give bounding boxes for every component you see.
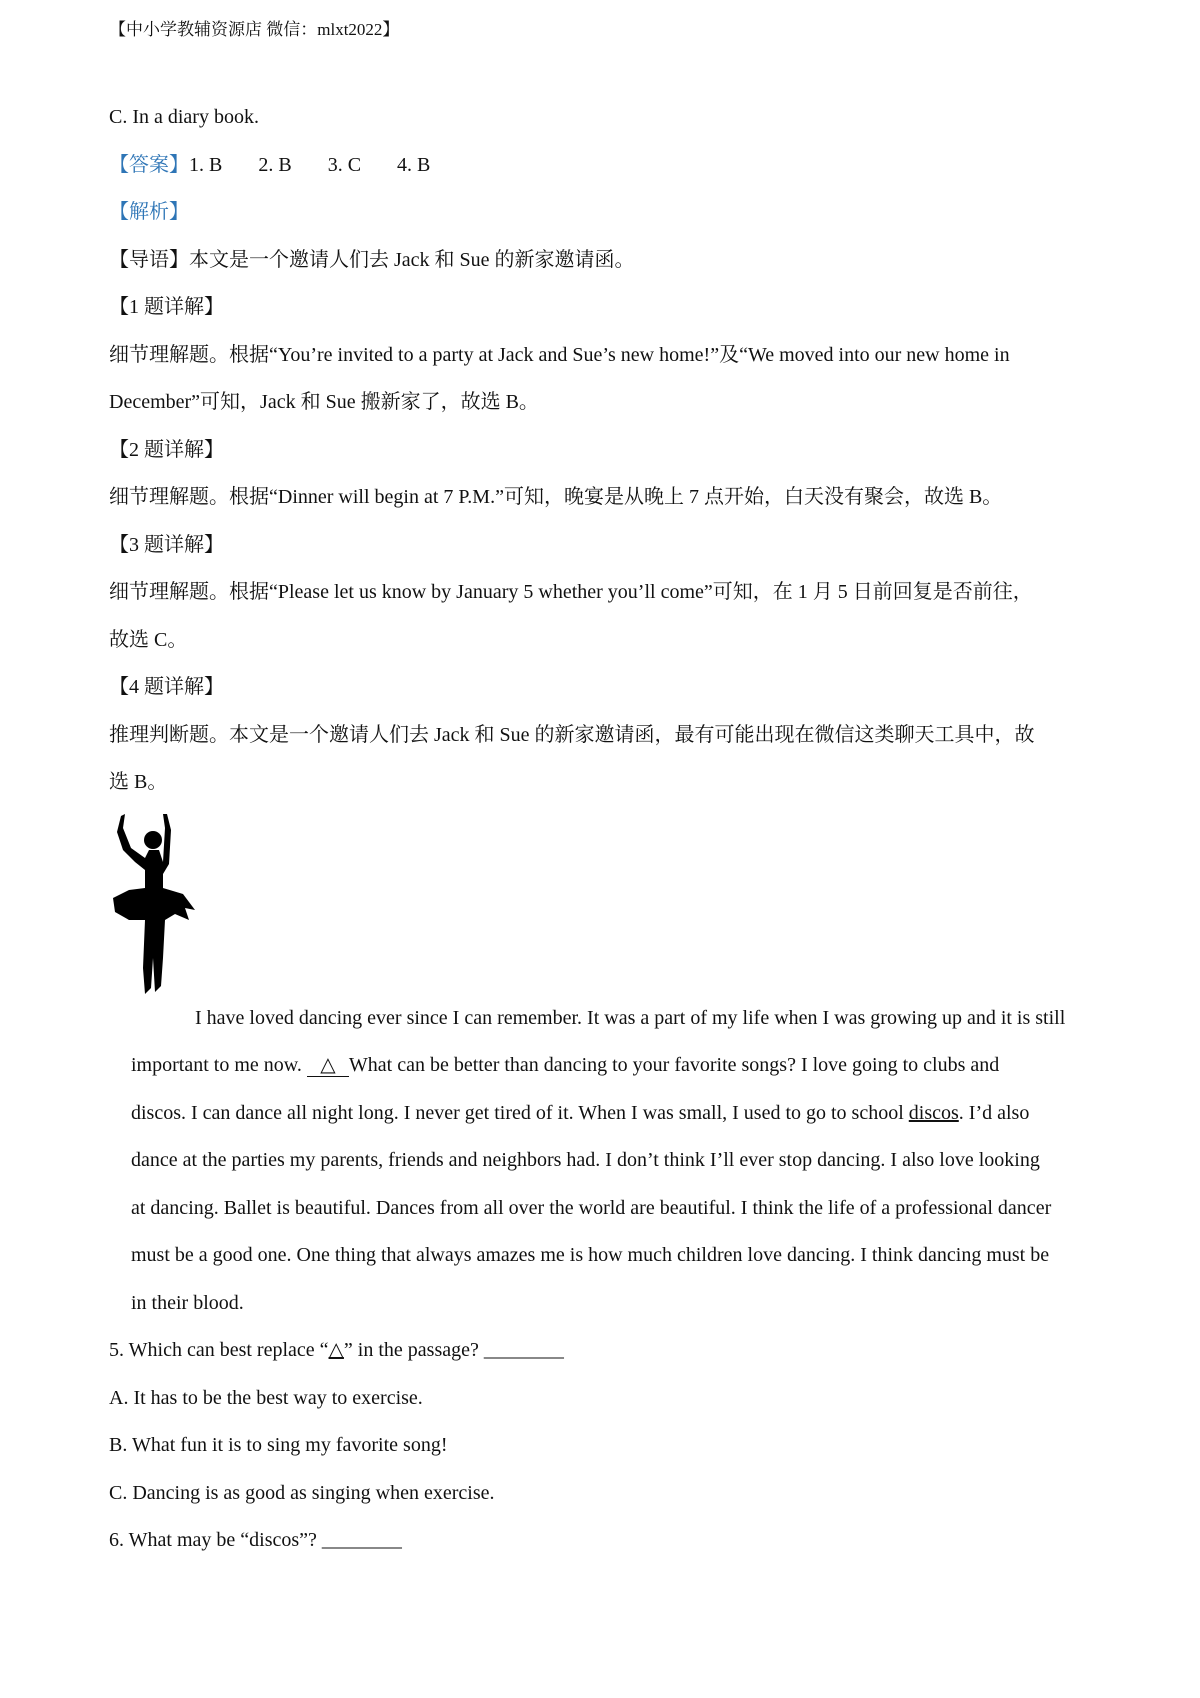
question-text: 6. What may be “discos”? xyxy=(109,1529,322,1551)
option-c: C. In a diary book. xyxy=(109,106,259,128)
passage-text: What can be better than dancing to your favorite songs? I love going to clubs and xyxy=(348,1054,1000,1076)
detail-4-line: 推理判断题。本文是一个邀请人们去 Jack 和 Sue 的新家邀请函，最有可能出现在微信这类聊天工具中，故 xyxy=(109,723,1035,746)
question-5 xyxy=(109,1334,1109,1382)
answer-line xyxy=(109,149,1109,197)
passage-line: must be a good one. One thing that always amazes me is how much children love dancing. I think dancing must be xyxy=(131,1244,1050,1266)
detail-3-title: 【3 题详解】 xyxy=(109,533,224,556)
answer-blank: ________ xyxy=(483,1339,564,1361)
detail-3-line: 故选 C。 xyxy=(109,628,188,651)
detail-2-title: 【2 题详解】 xyxy=(109,438,224,461)
passage-line xyxy=(131,1097,1109,1145)
passage-text: . I’d also xyxy=(958,1101,1030,1124)
q5-option-b: B. What fun it is to sing my favorite song! xyxy=(109,1434,448,1456)
answer-label: 【答案】 xyxy=(109,153,189,176)
document-body xyxy=(109,101,1109,1572)
detail-1-line: 细节理解题。根据“You’re invited to a party at Jack and Sue’s new home!”及“We moved into our new home in xyxy=(109,343,1010,366)
underlined-word-discos: discos xyxy=(908,1101,959,1124)
detail-1-line: December”可知，Jack 和 Sue 搬新家了，故选 B。 xyxy=(109,391,539,413)
passage-text: important to me now. xyxy=(131,1054,307,1076)
question-text: 5. Which can best replace “ xyxy=(109,1339,329,1361)
passage-line: I have loved dancing ever since I can remember. It was a part of my life when I was growing up and it is still xyxy=(195,1006,1066,1029)
answer-3: 3. C xyxy=(327,153,362,176)
question-text: ” in the passage? xyxy=(343,1339,484,1361)
passage-text: discos. I can dance all night long. I never get tired of it. When I was small, I used to go to school xyxy=(131,1101,909,1124)
answer-1: 1. B xyxy=(189,153,223,176)
answer-2: 2. B xyxy=(258,153,292,176)
detail-2-line: 细节理解题。根据“Dinner will begin at 7 P.M.”可知，晚宴是从晚上 7 点开始，白天没有聚会，故选 B。 xyxy=(109,486,1003,508)
detail-3-line: 细节理解题。根据“Please let us know by January 5 whether you’ll come”可知，在 1 月 5 日前回复是否前往， xyxy=(109,581,1033,603)
passage-line: in their blood. xyxy=(131,1291,244,1314)
watermark-header: 【中小学教辅资源店 微信：mlxt2022】 xyxy=(109,20,400,39)
intro: 【导语】本文是一个邀请人们去 Jack 和 Sue 的新家邀请函。 xyxy=(109,248,635,271)
reading-passage xyxy=(109,1002,1109,1335)
question-6 xyxy=(109,1524,1109,1572)
q5-option-c: C. Dancing is as good as singing when exercise. xyxy=(109,1481,495,1504)
triangle-blank: △ xyxy=(307,1054,349,1077)
detail-1-title: 【1 题详解】 xyxy=(109,296,224,318)
analysis-label: 【解析】 xyxy=(109,201,189,223)
triangle-mark: △ xyxy=(328,1339,344,1361)
passage-line: at dancing. Ballet is beautiful. Dances from all over the world are beautiful. I think the life of a professional dancer xyxy=(131,1196,1052,1219)
passage-line: dance at the parties my parents, friends and neighbors had. I don’t think I’ll ever stop dancing. I also love looking xyxy=(131,1149,1040,1171)
answer-4: 4. B xyxy=(397,153,431,176)
ballet-dancer-image xyxy=(109,808,1109,998)
q5-option-a: A. It has to be the best way to exercise. xyxy=(109,1386,423,1409)
answer-blank: ________ xyxy=(321,1529,402,1551)
detail-4-line: 选 B。 xyxy=(109,771,168,793)
detail-4-title: 【4 题详解】 xyxy=(109,676,224,698)
passage-line xyxy=(131,1049,1109,1097)
